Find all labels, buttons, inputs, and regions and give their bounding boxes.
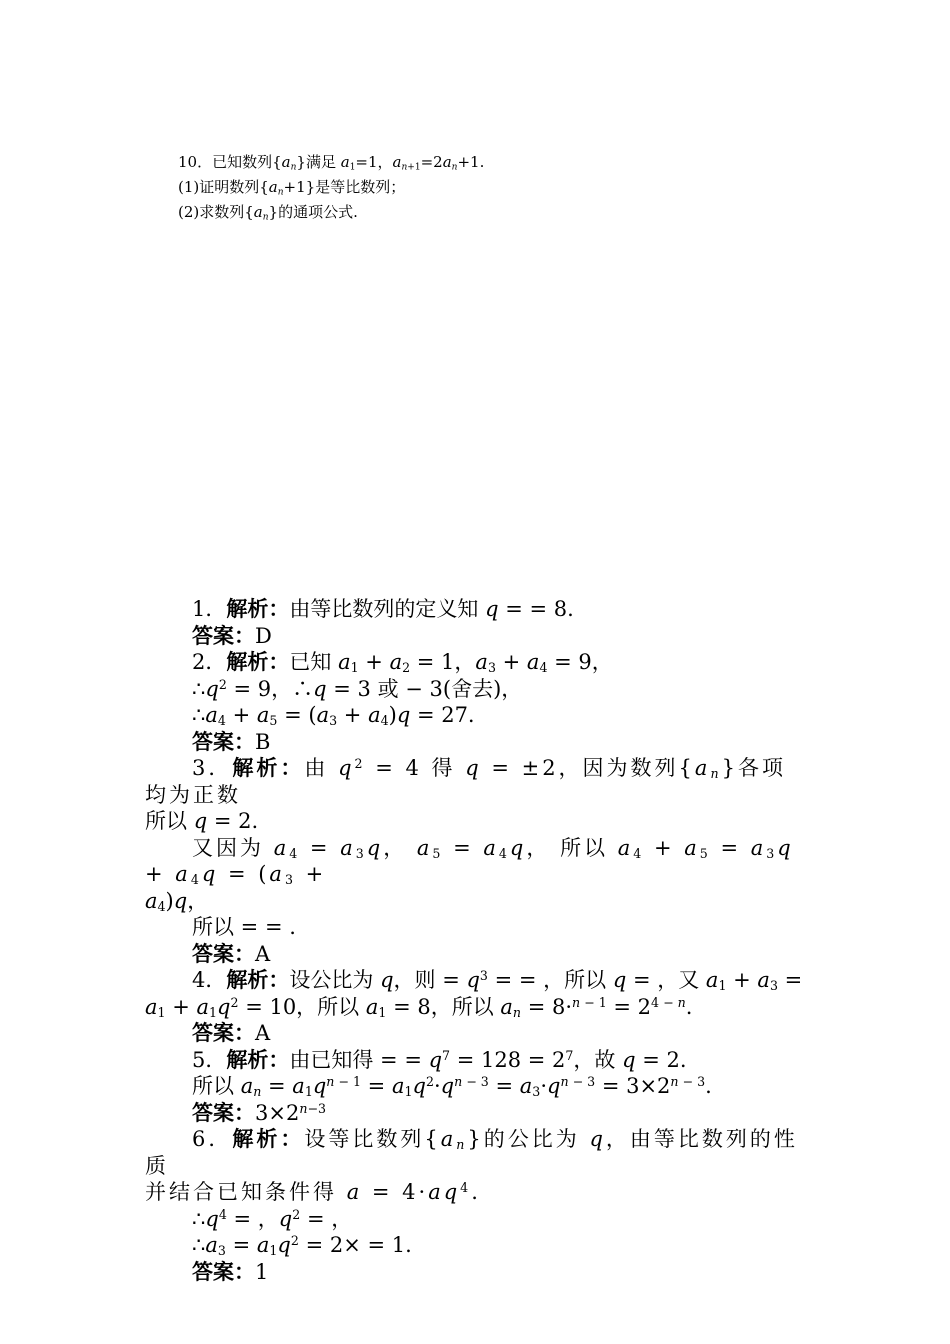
solution-5: 5．解析：由已知得 = = $q^7 = 128 = 2^7$，故 q = 2. <box>192 1046 687 1072</box>
solution-3-line-5: 所以 = = . <box>192 915 296 939</box>
solution-5-line-2: 所以 $a_n = a_1q^{n - 1} = a_1q^2\cdot q^{n - 3} = a_3\cdot q^{n - 3} = 3\times 2^{n - 3}$. <box>192 1074 712 1100</box>
solution-4: 4．解析：设公比为 q，则 = $q^3$ = = ，所以 q = ，又 $a_1 + a_3$ = <box>192 967 803 994</box>
problem-stem: 10．已知数列$\{a_n\}$满足 $a_1=1$，$a_{n+1}=2a_n+1$. <box>178 153 485 173</box>
solution-3-line-2: 所以 q = 2. <box>145 809 259 833</box>
solution-3: 3．解析：由 $q^2 = 4$ 得 q = ±2，因为数列$\{a_n\}$各项均为正数 <box>145 755 786 807</box>
solution-2: 2．解析：已知 $a_1 + a_2 = 1$，$a_3 + a_4 = 9$， <box>192 649 613 676</box>
answer-6: 答案：1 <box>192 1258 269 1284</box>
answer-1: 答案：D <box>192 622 272 648</box>
answer-4: 答案：A <box>192 1020 271 1045</box>
problem-part-1: (1)证明数列$\{a_n+1\}$是等比数列； <box>178 178 406 198</box>
solution-3-line-4: $a_4)q$， <box>145 888 209 914</box>
solution-3-line-3: 又因为 $a_4 = a_3q$， $a_5 = a_4q$， 所以 $a_4 + a_5 = a_3q + a_4q = (a_3$ + <box>145 835 794 888</box>
problem-part-2: (2)求数列$\{a_n\}$的通项公式. <box>178 203 358 223</box>
answer-3: 答案：A <box>192 940 271 966</box>
solution-2-line-2: $\therefore q^2 = 9$，∴q = 3 或 − 3(舍去)， <box>192 676 523 701</box>
answer-5: 答案：$3\times 2^{n-3}$ <box>192 1099 327 1125</box>
solution-4-line-2: $a_1 + a_1q^2 = 10$，所以 $a_1 = 8$，所以 $a_n = 8\cdot^{n - 1} = 2^{4 - n}$. <box>145 994 693 1020</box>
solution-2-line-3: $\therefore a_4 + a_5 = (a_3 + a_4)q = 27$. <box>192 703 475 729</box>
solution-6-line-3: $\therefore q^4$ = ，$q^2$ = ， <box>192 1206 353 1231</box>
solution-1: 1．解析：由等比数列的定义知 q = = 8. <box>192 596 574 621</box>
solution-6-line-4: $\therefore a_3 = a_1q^2 = 2\times = 1$. <box>192 1233 412 1259</box>
answer-2: 答案：B <box>192 728 271 754</box>
solution-6: 6．解析：设等比数列$\{a_n\}$的公比为 q，由等比数列的性质 <box>145 1126 798 1178</box>
problem-10 <box>178 150 484 225</box>
solution-6-line-2: 并结合已知条件得 $a = 4\cdot aq^4$. <box>145 1180 481 1204</box>
answer-key <box>145 596 805 1285</box>
